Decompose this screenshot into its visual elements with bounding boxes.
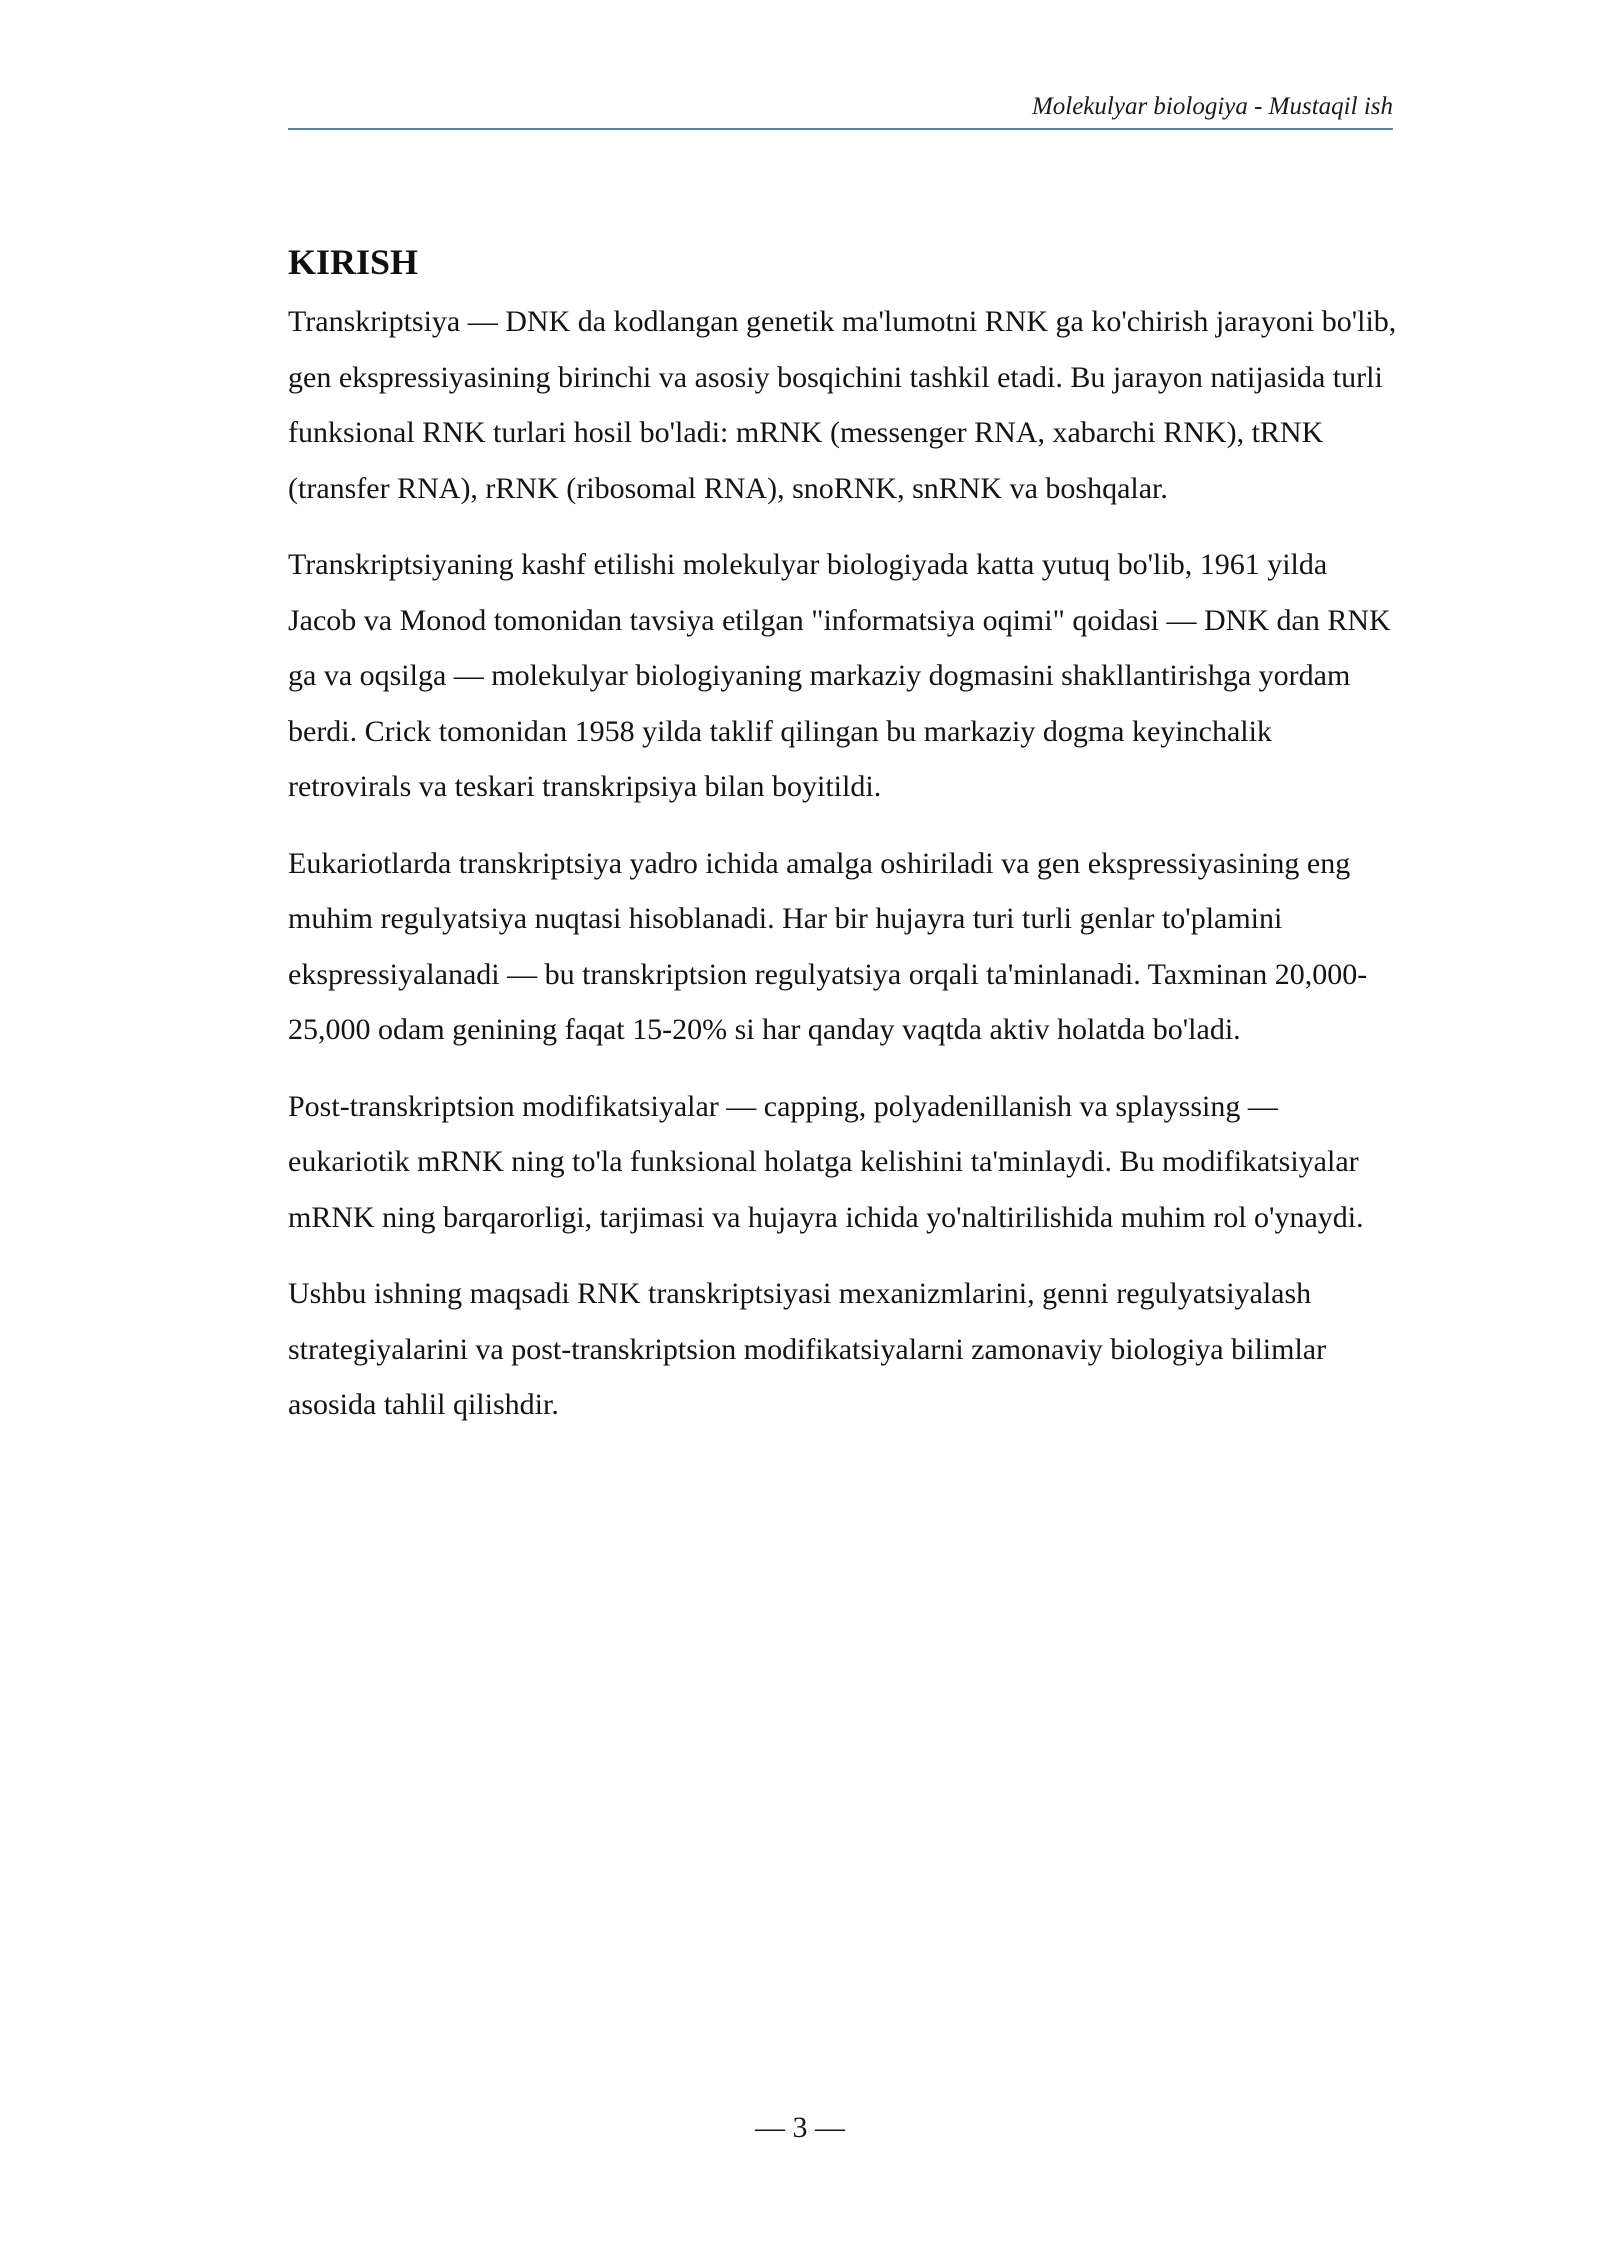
paragraph-eukaryotic-regulation: Eukariotlarda transkriptsiya yadro ichida amalga oshiriladi va gen ekspressiyasining eng muhim regulyatsiya nuqtasi hisoblanadi. Har bir hujayra turi turli genlar to'plamini ekspressiyalanadi — bu transkriptsion regulyatsiya orqali ta'minlanadi. Taxminan 20,000-25,000 odam genining faqat 15-20% si har qanday vaqtda aktiv holatda bo'ladi.	[288, 846, 1368, 1046]
paragraph-post-transcriptional: Post-transkriptsion modifikatsiyalar — capping, polyadenillanish va splayssing — eukariotik mRNK ning to'la funksional holatga kelishini ta'minlaydi. Bu modifikatsiyalar mRNK ning barqarorligi, tarjimasi va hujayra ichida yo'naltirilishida muhim rol o'ynaydi.	[288, 1089, 1364, 1234]
paragraph-work-objective: Ushbu ishning maqsadi RNK transkriptsiyasi mexanizmlarini, genni regulyatsiyalash strategiyalarini va post-transkriptsion modifikatsiyalarni zamonaviy biologiya bilimlar asosida tahlil qilishdir.	[288, 1277, 1327, 1421]
section-title: KIRISH	[288, 242, 419, 282]
page-number: — 3 —	[755, 2111, 845, 2144]
running-header-title: Molekulyar biologiya - Mustaqil ish	[1031, 93, 1393, 120]
page-content	[288, 236, 1398, 1454]
running-header	[288, 92, 1393, 130]
paragraph-discovery-history: Transkriptsiyaning kashf etilishi molekulyar biologiyada katta yutuq bo'lib, 1961 yilda Jacob va Monod tomonidan tavsiya etilgan "informatsiya oqimi" qoidasi — DNK dan RNK ga va oqsilga — molekulyar biologiyaning markaziy dogmasini shakllantirishga yordam berdi. Crick tomonidan 1958 yilda taklif qilingan bu markaziy dogma keyinchalik retrovirals va teskari transkripsiya bilan boyitildi.	[288, 548, 1391, 803]
paragraph-transcription-definition: Transkriptsiya — DNK da kodlangan genetik ma'lumotni RNK ga ko'chirish jarayoni bo'lib, gen ekspressiyasining birinchi va asosiy bosqichini tashkil etadi. Bu jarayon natijasida turli funksional RNK turlari hosil bo'ladi: mRNK (messenger RNA, xabarchi RNK), tRNK (transfer RNA), rRNK (ribosomal RNA), snoRNK, snRNK va boshqalar.	[288, 305, 1397, 505]
